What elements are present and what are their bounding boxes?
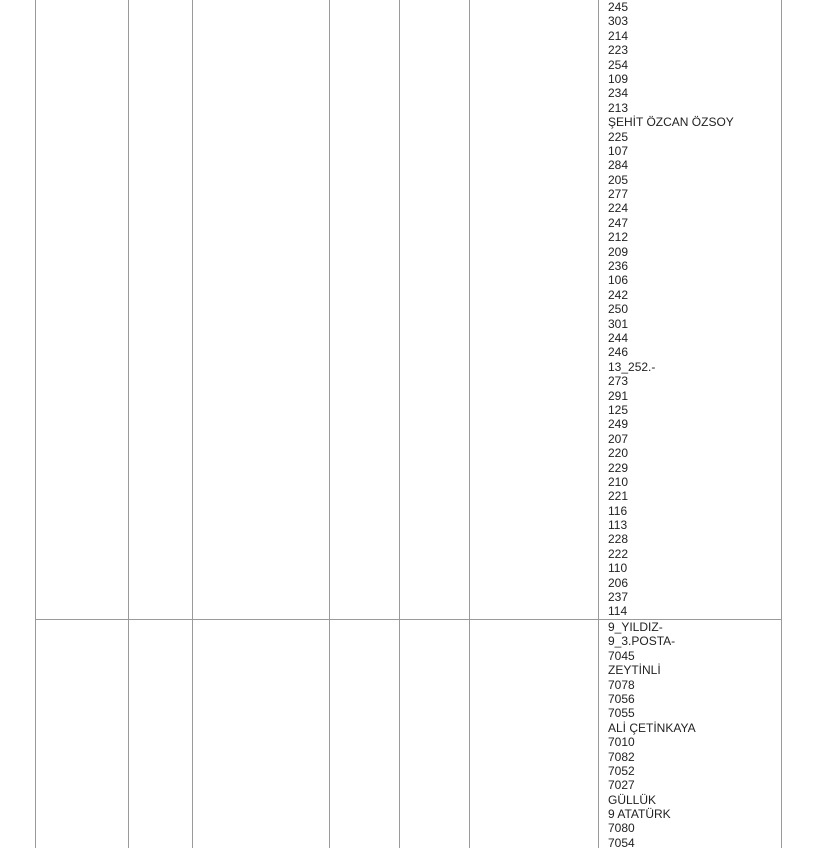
list-item: 301	[608, 316, 629, 331]
list-item: 246	[608, 345, 629, 360]
list-item: ŞEHİT ÖZCAN ÖZSOY	[608, 115, 734, 130]
list-item: 229	[608, 460, 629, 475]
list-item: 234	[608, 86, 629, 101]
list-item: 7080	[608, 821, 635, 836]
list-item: 291	[608, 388, 629, 403]
column-divider	[781, 0, 782, 848]
list-item: 7054	[608, 835, 635, 850]
list-item: GÜLLÜK	[608, 792, 657, 807]
list-item: 109	[608, 71, 629, 86]
list-item: 13_252.-	[608, 359, 656, 374]
list-item: 7052	[608, 763, 635, 778]
list-item: 236	[608, 259, 629, 274]
list-item: 210	[608, 474, 629, 489]
list-item: 7055	[608, 706, 635, 721]
table-row-1-list	[608, 0, 734, 619]
list-item: 7078	[608, 677, 635, 692]
list-item: 9 ATATÜRK	[608, 807, 671, 822]
list-item: 7082	[608, 749, 635, 764]
list-item: 209	[608, 244, 629, 259]
list-item: 222	[608, 546, 629, 561]
column-divider	[598, 0, 599, 848]
list-item: 284	[608, 158, 629, 173]
column-divider	[399, 0, 400, 848]
column-divider	[469, 0, 470, 848]
column-divider	[35, 0, 36, 848]
list-item: 225	[608, 129, 629, 144]
list-item: 303	[608, 14, 629, 29]
table-row-2-list	[608, 620, 696, 850]
list-item: 7056	[608, 691, 635, 706]
list-item: 206	[608, 575, 629, 590]
list-item: 250	[608, 302, 629, 317]
list-item: 9_3.POSTA-	[608, 634, 676, 649]
list-item: 113	[608, 518, 628, 533]
list-item: 116	[608, 503, 628, 518]
list-item: 7010	[608, 735, 635, 750]
column-divider	[329, 0, 330, 848]
list-item: 273	[608, 374, 629, 389]
list-item: 214	[608, 28, 629, 43]
list-item: 106	[608, 273, 629, 288]
list-item: 107	[608, 143, 629, 158]
column-divider	[192, 0, 193, 848]
list-item: 249	[608, 417, 629, 432]
list-item: 245	[608, 0, 629, 14]
list-item: 110	[608, 561, 628, 576]
list-item: 237	[608, 590, 629, 605]
list-item: 7045	[608, 648, 635, 663]
list-item: 224	[608, 201, 629, 216]
list-item: 213	[608, 100, 629, 115]
list-item: 7027	[608, 778, 635, 793]
list-item: 205	[608, 172, 629, 187]
list-item: 244	[608, 330, 629, 345]
list-item: 221	[608, 489, 629, 504]
list-item: 212	[608, 230, 629, 245]
list-item: 223	[608, 43, 629, 58]
list-item: 9_YILDIZ-	[608, 620, 663, 634]
list-item: 114	[608, 604, 628, 619]
column-divider	[128, 0, 129, 848]
list-item: 247	[608, 215, 629, 230]
list-item: ALİ ÇETİNKAYA	[608, 720, 696, 735]
list-item: 277	[608, 187, 629, 202]
list-item: 125	[608, 402, 629, 417]
list-item: 254	[608, 57, 629, 72]
list-item: 207	[608, 431, 629, 446]
list-item: 242	[608, 287, 629, 302]
list-item: 220	[608, 446, 629, 461]
list-item: ZEYTİNLİ	[608, 663, 661, 678]
list-item: 228	[608, 532, 629, 547]
